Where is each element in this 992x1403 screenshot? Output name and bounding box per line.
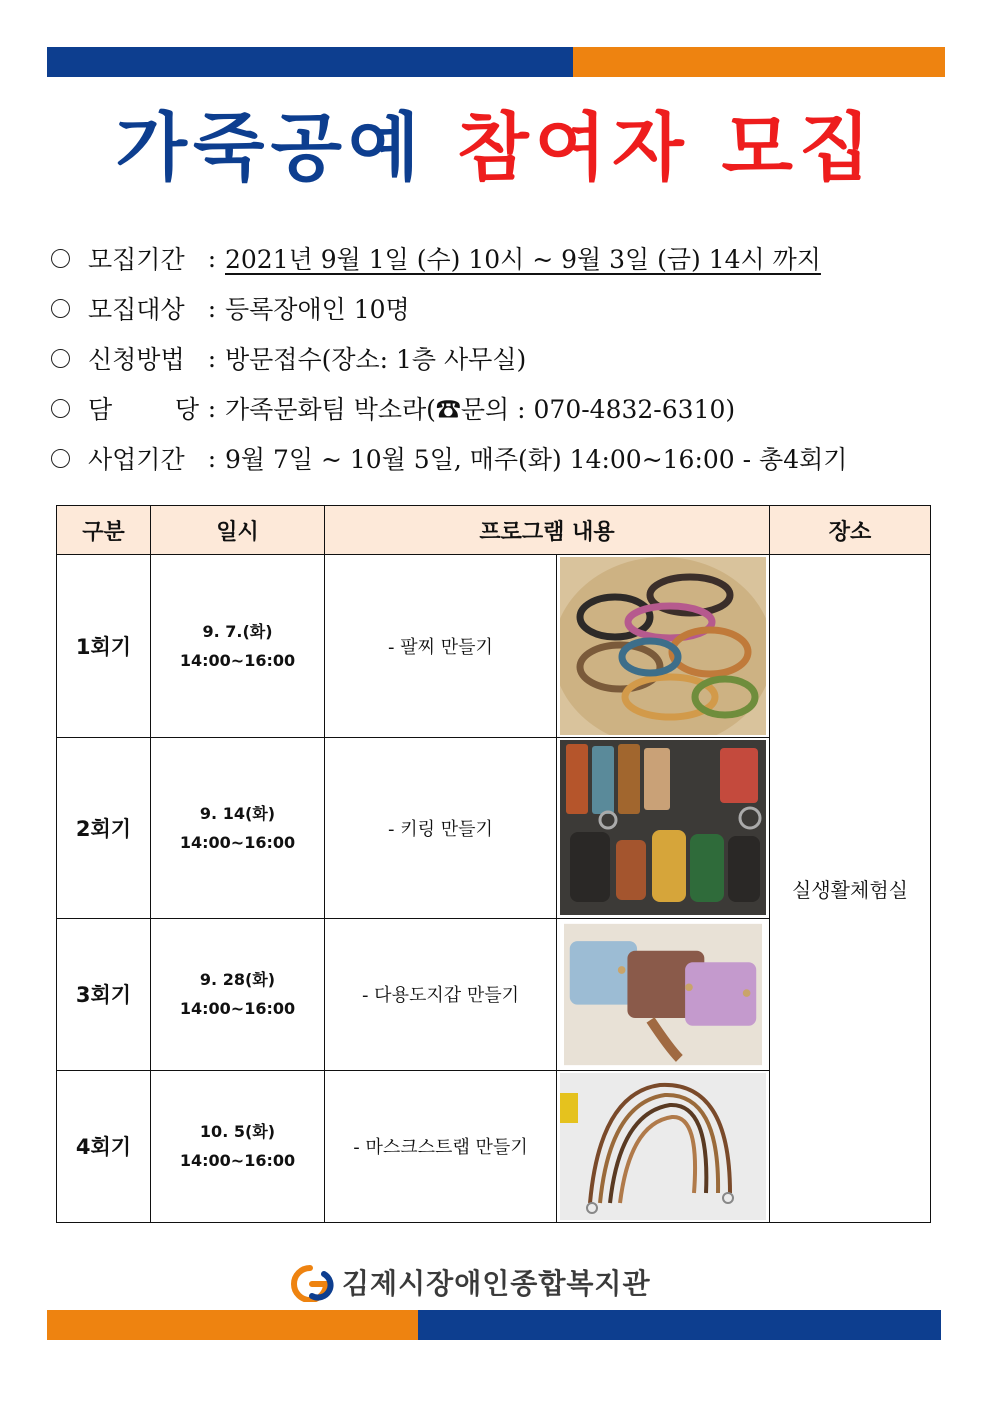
table-row bbox=[57, 555, 931, 738]
program-cell: - 마스크스트랩 만들기 bbox=[325, 1070, 557, 1222]
round-cell: 3회기 bbox=[57, 918, 151, 1070]
info-list bbox=[48, 233, 948, 483]
time-text: 14:00~16:00 bbox=[179, 999, 296, 1019]
bracelet-photo bbox=[560, 557, 766, 735]
schedule-table bbox=[56, 505, 931, 1223]
circle-bullet-icon bbox=[51, 449, 70, 468]
info-value: 가족문화팀 박소라(☎문의 : 070-4832-6310) bbox=[225, 395, 736, 424]
date-text: 9. 28(화) bbox=[199, 970, 276, 990]
circle-bullet-icon bbox=[51, 349, 70, 368]
datetime-cell bbox=[151, 555, 325, 738]
date-text: 9. 14(화) bbox=[199, 803, 276, 823]
datetime-cell bbox=[151, 738, 325, 918]
info-label bbox=[88, 390, 199, 426]
round-cell: 4회기 bbox=[57, 1070, 151, 1222]
info-colon: : bbox=[207, 293, 217, 323]
title-part-blue: 가죽공예 bbox=[115, 105, 426, 191]
info-row-contact bbox=[48, 383, 948, 433]
info-row-period bbox=[48, 233, 948, 283]
photo-cell bbox=[557, 1070, 770, 1222]
program-cell: - 키링 만들기 bbox=[325, 738, 557, 918]
wallet-photo bbox=[564, 921, 762, 1068]
info-value: 등록장애인 10명 bbox=[225, 295, 410, 324]
keyring-photo bbox=[560, 740, 766, 915]
info-colon: : bbox=[207, 393, 217, 423]
top-bar-orange bbox=[573, 47, 945, 77]
info-row-schedule bbox=[48, 433, 948, 483]
info-colon: : bbox=[207, 343, 217, 373]
place-cell: 실생활체험실 bbox=[770, 555, 931, 1223]
info-value: 2021년 9월 1일 (수) 10시 ~ 9월 3일 (금) 14시 까지 bbox=[225, 245, 821, 274]
round-cell: 1회기 bbox=[57, 555, 151, 738]
header-datetime: 일시 bbox=[151, 506, 325, 555]
info-colon: : bbox=[207, 443, 217, 473]
date-text: 9. 7.(화) bbox=[202, 622, 273, 642]
info-value: 방문접수(장소: 1층 사무실) bbox=[225, 345, 527, 374]
page-title bbox=[0, 103, 992, 193]
header-place: 장소 bbox=[770, 506, 931, 555]
datetime-cell bbox=[151, 918, 325, 1070]
organization-logo bbox=[288, 1262, 651, 1302]
photo-cell bbox=[557, 555, 770, 738]
info-label-first: 담 bbox=[88, 395, 113, 424]
bottom-bar-orange bbox=[47, 1310, 418, 1340]
info-value: 9월 7일 ~ 10월 5일, 매주(화) 14:00~16:00 - 총4회기 bbox=[225, 445, 848, 474]
info-colon: : bbox=[207, 243, 217, 273]
program-cell: - 팔찌 만들기 bbox=[325, 555, 557, 738]
program-cell: - 다용도지갑 만들기 bbox=[325, 918, 557, 1070]
circle-bullet-icon bbox=[51, 249, 70, 268]
header-round: 구분 bbox=[57, 506, 151, 555]
date-text: 10. 5(화) bbox=[199, 1122, 276, 1142]
circle-bullet-icon bbox=[51, 399, 70, 418]
info-label: 신청방법 bbox=[88, 345, 185, 374]
photo-cell bbox=[557, 738, 770, 918]
circle-bullet-icon bbox=[51, 299, 70, 318]
datetime-cell bbox=[151, 1070, 325, 1222]
info-row-method bbox=[48, 333, 948, 383]
bottom-bar-blue bbox=[418, 1310, 941, 1340]
info-label: 사업기간 bbox=[88, 445, 185, 474]
info-row-target bbox=[48, 283, 948, 333]
info-label-second: 당 bbox=[174, 395, 199, 424]
info-label: 모집대상 bbox=[88, 295, 185, 324]
top-bar-blue bbox=[47, 47, 573, 77]
time-text: 14:00~16:00 bbox=[179, 1151, 296, 1171]
welfare-center-logo-icon bbox=[288, 1262, 334, 1302]
time-text: 14:00~16:00 bbox=[179, 832, 296, 852]
round-cell: 2회기 bbox=[57, 738, 151, 918]
header-program: 프로그램 내용 bbox=[325, 506, 770, 555]
table-header-row bbox=[57, 506, 931, 555]
photo-cell bbox=[557, 918, 770, 1070]
info-label: 모집기간 bbox=[88, 245, 185, 274]
title-part-red: 참여자 모집 bbox=[457, 105, 877, 191]
mask-strap-photo bbox=[560, 1073, 766, 1220]
organization-name: 김제시장애인종합복지관 bbox=[342, 1267, 651, 1300]
time-text: 14:00~16:00 bbox=[179, 651, 296, 671]
